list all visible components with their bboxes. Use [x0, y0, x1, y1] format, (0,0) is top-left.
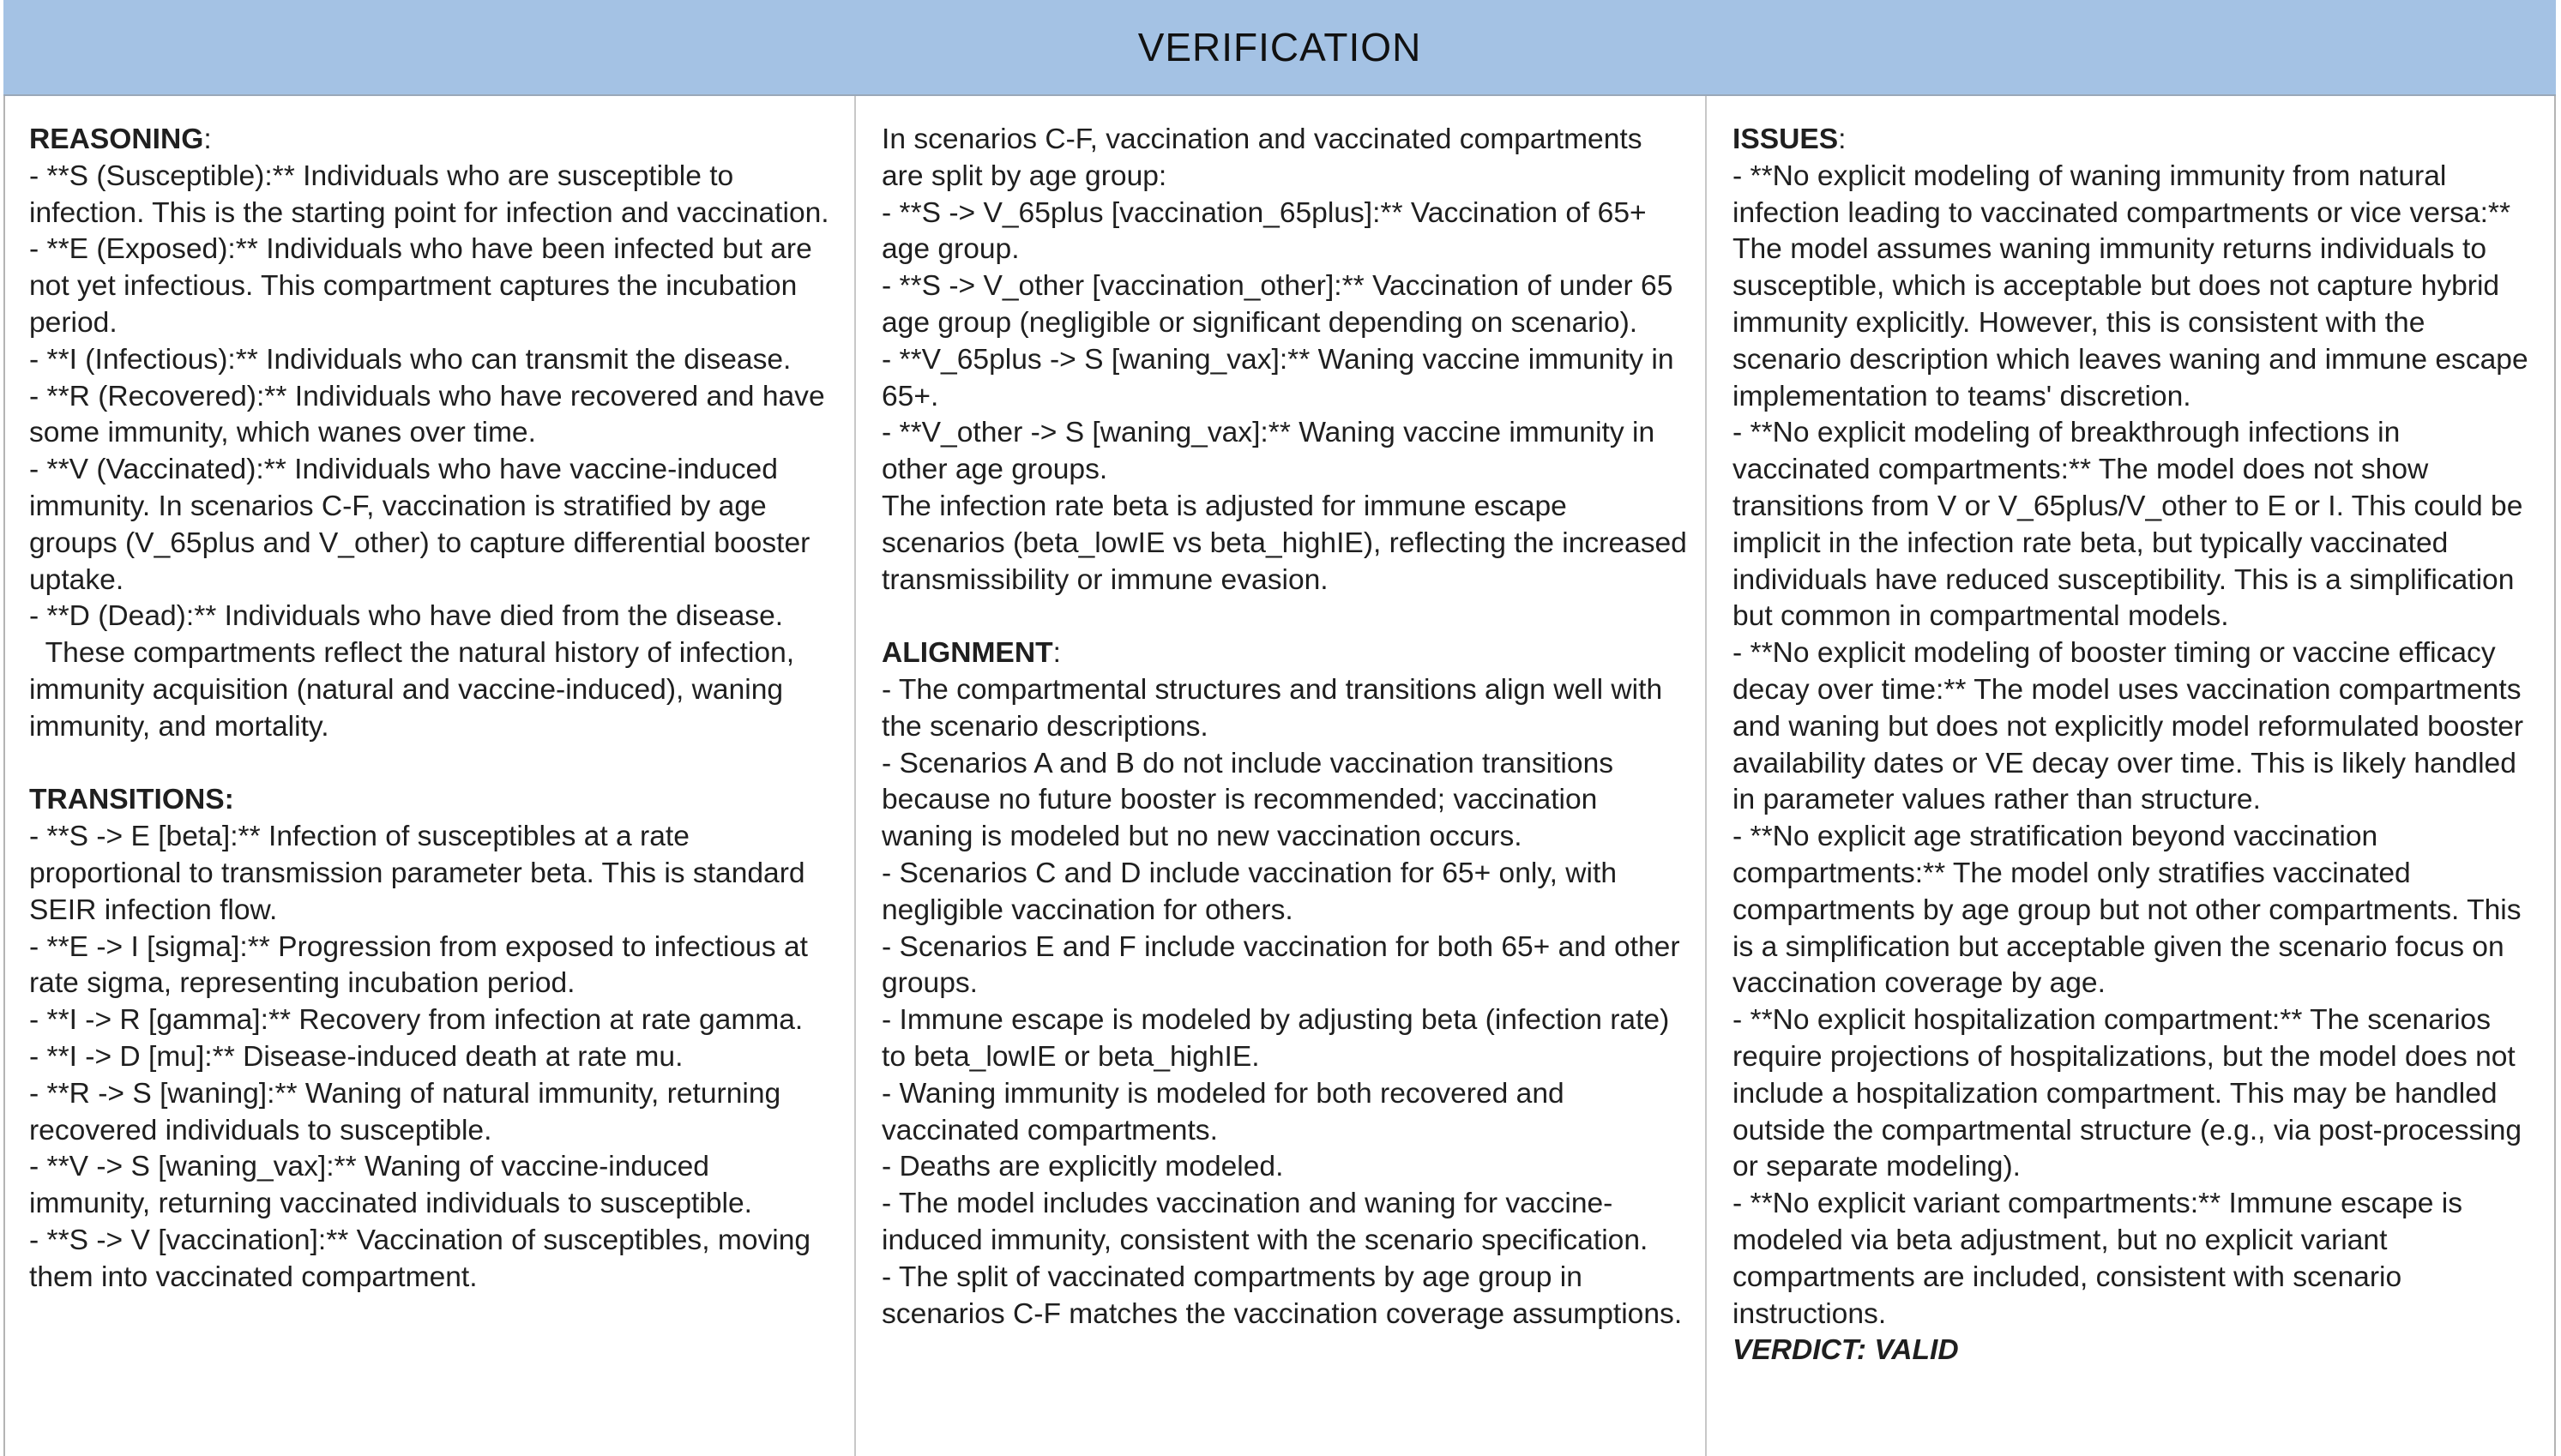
issue-item: - **No explicit modeling of breakthrough infections in vaccinated compartments:** The model does not show transitions from V or V_65plus/V_other to E or I. This could be implicit in the infection rate beta, but typically vaccinated individuals have reduced susceptibility. This is a simplification but common in compartmental models.: [1732, 417, 2531, 633]
issues-label: ISSUES: [1732, 123, 1839, 155]
alignment-item: - Scenarios A and B do not include vaccination transitions because no future booster is recommended; vaccination waning is modeled but no new vaccination occurs.: [882, 747, 1622, 853]
issues-heading: ISSUES:: [1732, 123, 1847, 155]
alignment-item: - The split of vaccinated compartments by age group in scenarios C-F matches the vaccination coverage assumptions.: [882, 1260, 1683, 1330]
issue-item: - **No explicit modeling of booster timing or vaccine efficacy decay over time:** The model uses vaccination compartments and waning but does not explicitly model reformulated booster availability dates or VE decay over time. This is likely handled in parameter values rather than structure.: [1732, 637, 2532, 816]
alignment-item: - Immune escape is modeled by adjusting beta (infection rate) to beta_lowIE or beta_highIE.: [882, 1004, 1678, 1073]
transition-item: - **V_other -> S [waning_vax]:** Waning vaccine immunity in other age groups.: [882, 417, 1663, 486]
transition-item: - **I -> R [gamma]:** Recovery from infection at rate gamma.: [29, 1004, 804, 1037]
transition-note: In scenarios C-F, vaccination and vaccinated compartments are split by age group:: [882, 123, 1650, 192]
transitions-label: TRANSITIONS:: [29, 784, 234, 816]
verification-header: [3, 0, 2556, 96]
alignment-item: - Deaths are explicitly modeled.: [882, 1151, 1284, 1183]
transition-item: - **I -> D [mu]:** Disease-induced death at rate mu.: [29, 1040, 684, 1073]
issue-item: - **No explicit variant compartments:** Immune escape is modeled via beta adjustment, but no explicit variant compartments are included, consistent with scenario instructions.: [1732, 1188, 2471, 1330]
alignment-item: - Scenarios E and F include vaccination for both 65+ and other groups.: [882, 930, 1688, 1000]
transition-item: - **V -> S [waning_vax]:** Waning of vaccine-induced immunity, returning vaccinated individuals to susceptible.: [29, 1151, 752, 1220]
alignment-item: - Waning immunity is modeled for both recovered and vaccinated compartments.: [882, 1077, 1573, 1146]
reasoning-item: - **R (Recovered):** Individuals who have recovered and have some immunity, which wanes over time.: [29, 380, 833, 449]
reasoning-column: [3, 96, 854, 1456]
transition-item: - **S -> V_other [vaccination_other]:** Vaccination of under 65 age group (negligible or significant depending on scenario).: [882, 270, 1681, 339]
issue-item: - **No explicit age stratification beyond vaccination compartments:** The model only stratifies vaccinated compartments by age group but not other compartments. This is a simplification but acceptable given the scenario focus on vaccination coverage by age.: [1732, 821, 2529, 1000]
transition-item: - **E -> I [sigma]:** Progression from exposed to infectious at rate sigma, representing incubation period.: [29, 930, 817, 1000]
issue-item: - **No explicit hospitalization compartment:** The scenarios require projections of hospitalizations, but the model does not include a hospitalization compartment. This may be handled outside the compartmental structure (e.g., via post-processing or separate modeling).: [1732, 1004, 2530, 1183]
reasoning-item: - **E (Exposed):** Individuals who have been infected but are not yet infectious. This compartment captures the incubation period.: [29, 233, 821, 339]
reasoning-label: REASONING: [29, 123, 204, 155]
transition-item: - **V_65plus -> S [waning_vax]:** Waning vaccine immunity in 65+.: [882, 343, 1682, 412]
reasoning-item: - **I (Infectious):** Individuals who can transmit the disease.: [29, 343, 792, 376]
transition-note: The infection rate beta is adjusted for immune escape scenarios (beta_lowIE vs beta_highIE), reflecting the increased transmissibility or immune evasion.: [882, 490, 1696, 596]
verdict: VERDICT: VALID: [1732, 1334, 1959, 1367]
issue-item: - **No explicit modeling of waning immunity from natural infection leading to vaccinated compartments or vice versa:** The model assumes waning immunity returns individuals to susceptible, which is acceptable but does not capture hybrid immunity explicitly. However, this is consistent with the scenario description which leaves waning and immune escape implementation to teams' discretion.: [1732, 159, 2536, 412]
reasoning-item: - **D (Dead):** Individuals who have died from the disease.: [29, 600, 784, 633]
transition-item: - **S -> V [vaccination]:** Vaccination of susceptibles, moving them into vaccinated compartment.: [29, 1224, 819, 1293]
alignment-item: - The model includes vaccination and waning for vaccine-induced immunity, consistent with the scenario specification.: [882, 1188, 1648, 1256]
alignment-heading: ALIGNMENT:: [882, 637, 1061, 670]
page-title: VERIFICATION: [1137, 25, 1422, 69]
alignment-item: - Scenarios C and D include vaccination for 65+ only, with negligible vaccination for others.: [882, 857, 1625, 926]
reasoning-summary: These compartments reflect the natural history of infection, immunity acquisition (natural and vaccine-induced), waning immunity, and mortality.: [29, 637, 803, 743]
reasoning-item: - **S (Susceptible):** Individuals who are susceptible to infection. This is the starting point for infection and vaccination.: [29, 159, 829, 229]
transition-item: - **S -> V_65plus [vaccination_65plus]:** Vaccination of 65+ age group.: [882, 196, 1654, 266]
transition-item: - **S -> E [beta]:** Infection of susceptibles at a rate proportional to transmission parameter beta. This is standard SEIR infection flow.: [29, 821, 813, 926]
reasoning-heading: REASONING:: [29, 123, 212, 155]
transition-item: - **R -> S [waning]:** Waning of natural immunity, returning recovered individuals to susceptible.: [29, 1077, 789, 1146]
alignment-label: ALIGNMENT: [882, 637, 1053, 670]
issues-column: [1705, 96, 2556, 1456]
alignment-item: - The compartmental structures and transitions align well with the scenario descriptions.: [882, 673, 1671, 743]
alignment-column: [854, 96, 1705, 1456]
reasoning-item: - **V (Vaccinated):** Individuals who have vaccine-induced immunity. In scenarios C-F, vaccination is stratified by age groups (V_65plus and V_other) to capture differential booster uptake.: [29, 454, 818, 596]
